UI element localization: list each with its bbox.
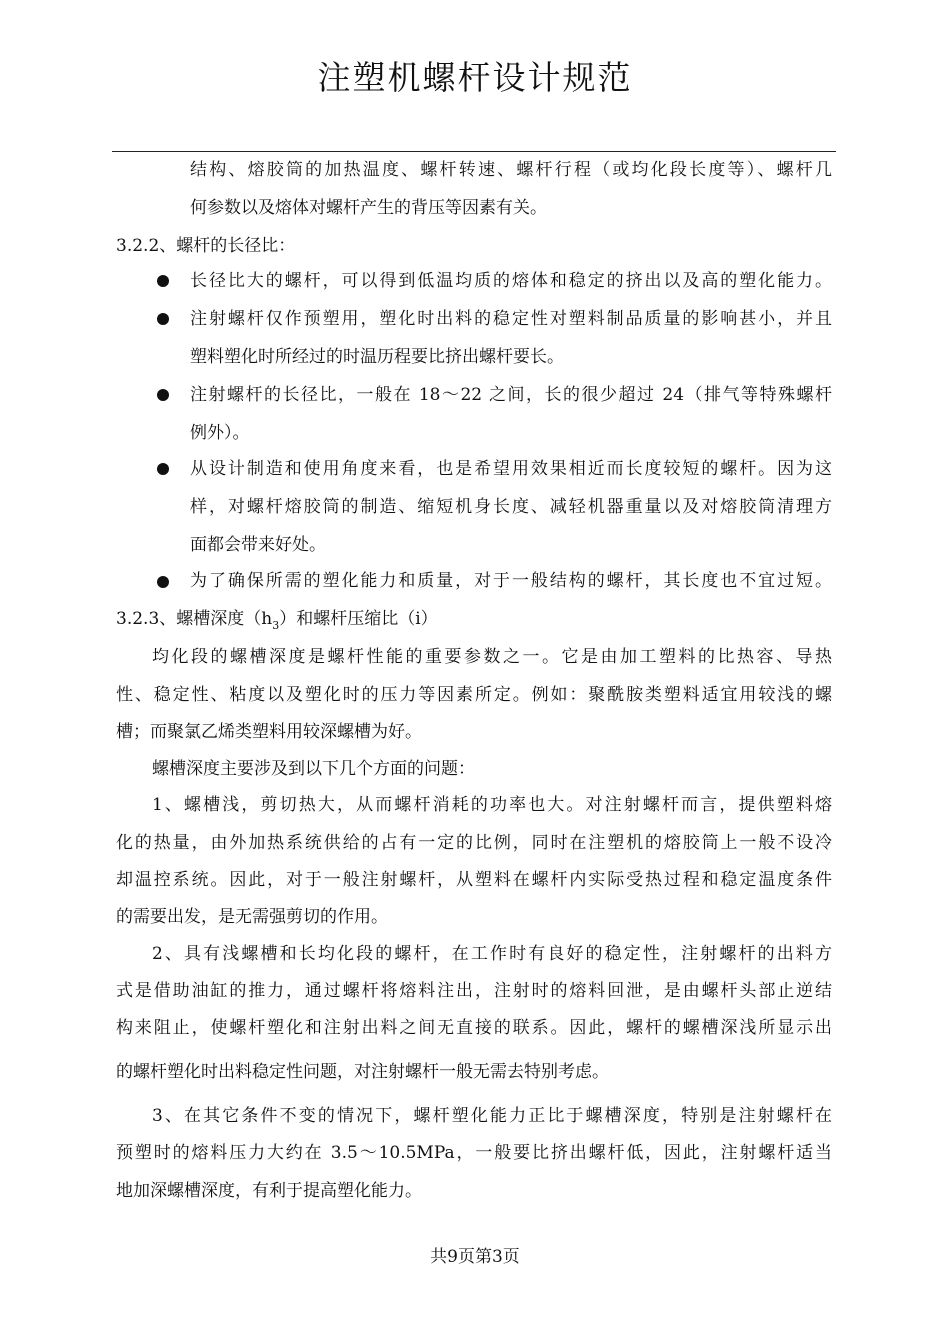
bullet-icon xyxy=(157,463,169,475)
paragraph-line: 式是借助油缸的推力，通过螺杆将熔料注出，注射时的熔料回泄，是由螺杆头部止逆结 xyxy=(116,981,832,1001)
bullet-icon xyxy=(157,313,169,325)
section-heading xyxy=(116,608,832,632)
paragraph-line: 构来阻止，使螺杆塑化和注射出料之间无直接的联系。因此，螺杆的螺槽深浅所显示出 xyxy=(116,1018,832,1038)
bullet-text: 注射螺杆的长径比，一般在 18～22 之间，长的很少超过 24（排气等特殊螺杆 xyxy=(190,385,832,405)
paragraph-line: 1、螺槽浅，剪切热大，从而螺杆消耗的功率也大。对注射螺杆而言，提供塑料熔 xyxy=(152,795,832,815)
paragraph-line: 预塑时的熔料压力大约在 3.5～10.5MPa，一般要比挤出螺杆低，因此，注射螺杆适当 xyxy=(116,1143,832,1163)
bullet-icon xyxy=(157,275,169,287)
bullet-icon xyxy=(157,576,169,588)
subscript: 3 xyxy=(272,619,280,632)
bullet-icon xyxy=(157,389,169,401)
bullet-text: 长径比大的螺杆，可以得到低温均质的熔体和稳定的挤出以及高的塑化能力。 xyxy=(190,271,832,291)
heading-part: 3.2.3、螺槽深度（h xyxy=(116,609,273,629)
page-footer: 共9页第3页 xyxy=(430,1247,520,1267)
paragraph-line: 的螺杆塑化时出料稳定性问题，对注射螺杆一般无需去特别考虑。 xyxy=(116,1062,609,1082)
text-line: 结构、熔胶筒的加热温度、螺杆转速、螺杆行程（或均化段长度等）、螺杆几 xyxy=(190,160,832,180)
paragraph-line: 性、稳定性、粘度以及塑化时的压力等因素所定。例如：聚酰胺类塑料适宜用较浅的螺 xyxy=(116,685,832,705)
bullet-text: 样，对螺杆熔胶筒的制造、缩短机身长度、减轻机器重量以及对熔胶筒清理方 xyxy=(190,497,832,517)
bullet-text: 从设计制造和使用角度来看，也是希望用效果相近而长度较短的螺杆。因为这 xyxy=(190,459,832,479)
paragraph-line: 螺槽深度主要涉及到以下几个方面的问题： xyxy=(152,759,475,779)
section-heading: 3.2.2、螺杆的长径比： xyxy=(116,236,296,256)
bullet-text: 为了确保所需的塑化能力和质量，对于一般结构的螺杆，其长度也不宜过短。 xyxy=(190,571,832,591)
paragraph-line: 槽；而聚氯乙烯类塑料用较深螺槽为好。 xyxy=(116,722,422,742)
page-title: 注塑机螺杆设计规范 xyxy=(317,58,633,97)
bullet-text: 例外）。 xyxy=(190,423,250,443)
paragraph-line: 3、在其它条件不变的情况下，螺杆塑化能力正比于螺槽深度，特别是注射螺杆在 xyxy=(152,1106,832,1126)
header-rule xyxy=(112,151,836,152)
bullet-text: 塑料塑化时所经过的时温历程要比挤出螺杆要长。 xyxy=(190,347,564,367)
bullet-text: 面都会带来好处。 xyxy=(190,535,326,555)
heading-part: ）和螺杆压缩比（i） xyxy=(279,609,438,629)
paragraph-line: 却温控系统。因此，对于一般注射螺杆，从塑料在螺杆内实际受热过程和稳定温度条件 xyxy=(116,870,832,890)
paragraph-line: 2、具有浅螺槽和长均化段的螺杆，在工作时有良好的稳定性，注射螺杆的出料方 xyxy=(152,944,832,964)
text-line: 何参数以及熔体对螺杆产生的背压等因素有关。 xyxy=(190,198,547,218)
paragraph-line: 地加深螺槽深度，有利于提高塑化能力。 xyxy=(116,1181,422,1201)
paragraph-line: 均化段的螺槽深度是螺杆性能的重要参数之一。它是由加工塑料的比热容、导热 xyxy=(152,647,832,667)
paragraph-line: 的需要出发，是无需强剪切的作用。 xyxy=(116,907,388,927)
bullet-text: 注射螺杆仅作预塑用，塑化时出料的稳定性对塑料制品质量的影响甚小，并且 xyxy=(190,309,832,329)
paragraph-line: 化的热量，由外加热系统供给的占有一定的比例，同时在注塑机的熔胶筒上一般不设冷 xyxy=(116,833,832,853)
